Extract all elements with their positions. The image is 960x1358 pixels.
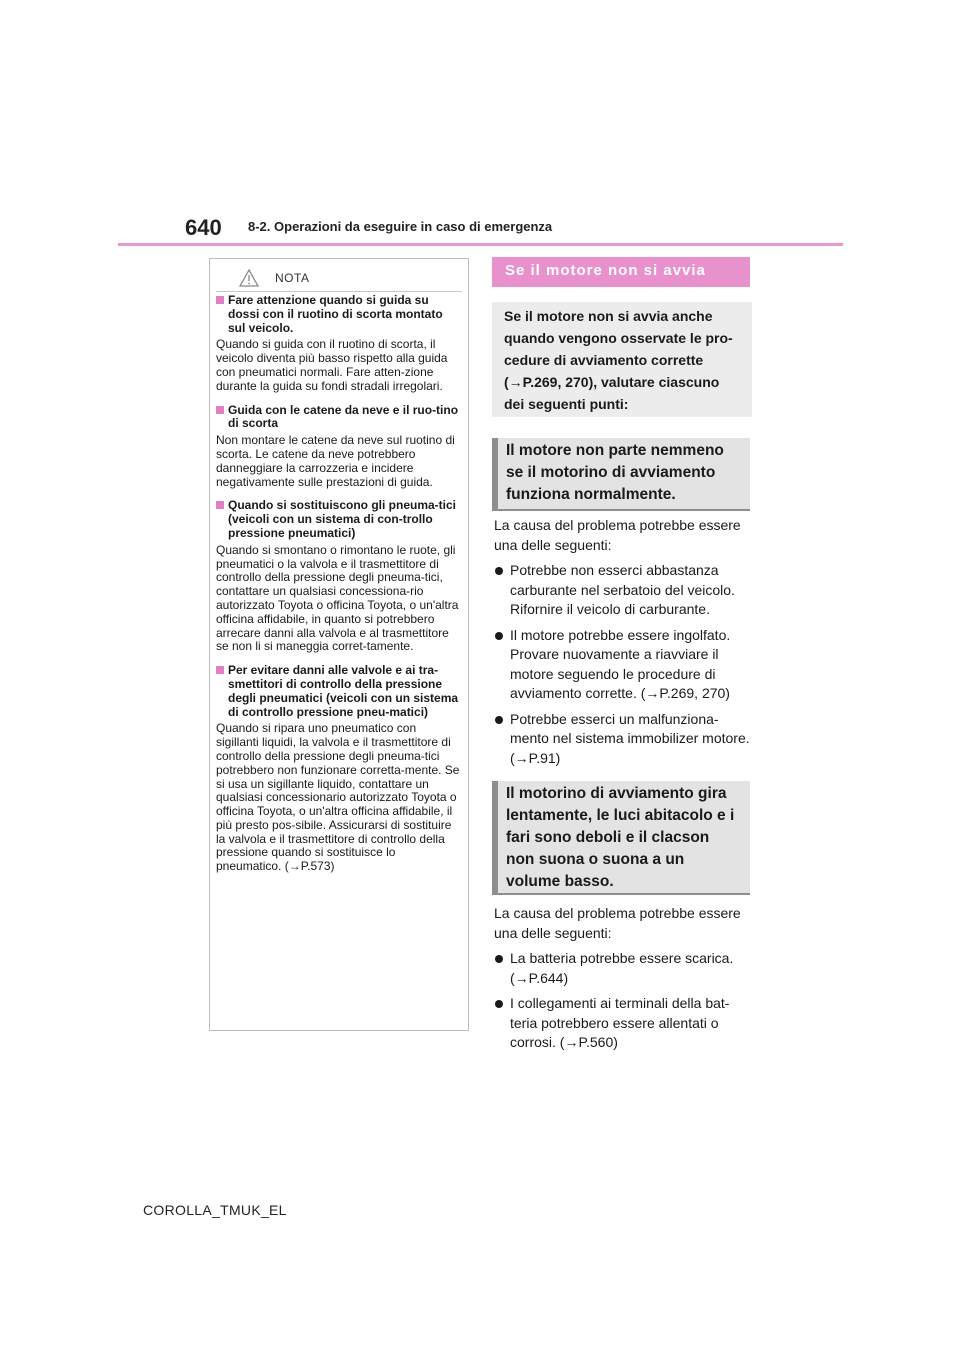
bullet-item [494,994,754,1053]
subsection-title: Il motorino di avviamento gira lentamente, le luci abitacolo e i fari sono deboli e il clacson non suona o suona a un volume basso. [492,781,750,895]
warning-triangle-icon [239,269,259,287]
bullet-text: Potrebbe non esserci abbastanza carburante nel serbatoio del veicolo. Rifornire il veicolo di carburante. [510,562,735,617]
note-item [216,499,461,654]
note-item [216,404,461,490]
bullet-item [494,710,754,769]
note-item-heading [216,404,461,432]
note-item-heading-text: Guida con le catene da neve e il ruo-tino di scorta [228,402,459,431]
note-item-heading [216,294,461,335]
bullet-text: I collegamenti ai terminali della bat-teria potrebbero essere allentati o corrosi. (→P.560) [510,995,730,1050]
bullet-text: La batteria potrebbe essere scarica. (→P.644) [510,950,734,986]
footer-code: COROLLA_TMUK_EL [143,1202,287,1218]
cause-intro: La causa del problema potrebbe essere una delle seguenti: [494,905,741,941]
note-item-body: Quando si ripara uno pneumatico con sigillanti liquidi, la valvola e il trasmettitore di controllo della pressione degli pneuma-tici potrebbero non funzionare corretta-mente. Se si usa un sigillante liquido, contattare un qualsiasi concessionario autorizzato Toyota o officina Toyota, o un'altra officina affidabile, il più presto pos-sibile. Assicurarsi di sostituire la valvola e il trasmettitore di controllo della pressione quando si sostituisce lo pneumatico. (→P.573) [216,721,460,874]
note-rule [216,291,462,292]
bullet-item [494,949,754,988]
note-item-body: Quando si guida con il ruotino di scorta, il veicolo diventa più basso rispetto alla guida con pneumatici normali. Fare atten-zione durante la guida su fondi stradali irregolari. [216,337,448,393]
page-number: 640 [185,215,222,240]
pink-square-bullet [216,296,224,304]
pink-square-bullet [216,501,224,509]
pink-square-bullet [216,666,224,674]
bullet-dot-icon [495,567,503,575]
bullet-dot-icon [495,955,503,963]
note-box [209,258,469,1031]
note-item-heading [216,664,461,719]
note-item-body: Non montare le catene da neve sul ruotino di scorta. Le catene da neve potrebbero danneggiare la carrozzeria e incidere negativamente sulle prestazioni di guida. [216,433,455,489]
note-item-body: Quando si smontano o rimontano le ruote, gli pneumatici o la valvola e il trasmettitore di controllo della pressione degli pneuma-tici, contattare un qualsiasi concessiona-rio autorizzato Toyota o officina Toyota, o un'altra officina affidabile, in quanto si potrebbero arrecare danni alla valvola e al trasmettitore se non li si maneggia corret-tamente. [216,542,459,654]
note-item [216,294,461,394]
note-title: NOTA [275,271,310,285]
section-banner: Se il motore non si avvia [492,257,750,287]
bullet-text: Potrebbe esserci un malfunziona-mento nel sistema immobilizer motore. (→P.91) [510,710,750,766]
note-item-heading-text: Fare attenzione quando si guida su dossi con il ruotino di scorta montato sul veicolo. [228,293,443,335]
note-content [216,294,461,884]
cause-block [494,904,754,1059]
pink-square-bullet [216,406,224,414]
bullet-text: Il motore potrebbe essere ingolfato. Provare nuovamente a riavviare il motore seguendo le procedure di avviamento corrette. (→P.269, 270) [510,626,731,701]
note-item-heading [216,499,461,540]
cause-intro: La causa del problema potrebbe essere una delle seguenti: [494,517,741,553]
note-item-heading-text: Quando si sostituiscono gli pneuma-tici (veicoli con un sistema di con-trollo pressione pneumatici) [228,498,457,540]
bullet-dot-icon [495,632,503,640]
bullet-item [494,626,754,704]
header-rule [118,243,843,246]
cause-block [494,516,754,774]
bullet-item [494,561,754,620]
note-header [225,267,455,291]
subsection-title: Il motore non parte nemmeno se il motorino di avviamento funziona normalmente. [492,438,750,511]
note-item-heading-text: Per evitare danni alle valvole e ai tra-smettitori di controllo della pressione degli pneumatici (veicoli con un sistema di controllo pressione pneu-matici) [228,663,459,719]
bullet-dot-icon [495,716,503,724]
section-title: 8-2. Operazioni da eseguire in caso di emergenza [248,219,553,234]
intro-box: Se il motore non si avvia anche quando vengono osservate le pro-cedure di avviamento corrette (→P.269, 270), valutare ciascuno dei seguenti punti: [492,302,752,417]
note-item [216,664,461,874]
bullet-dot-icon [495,1000,503,1008]
